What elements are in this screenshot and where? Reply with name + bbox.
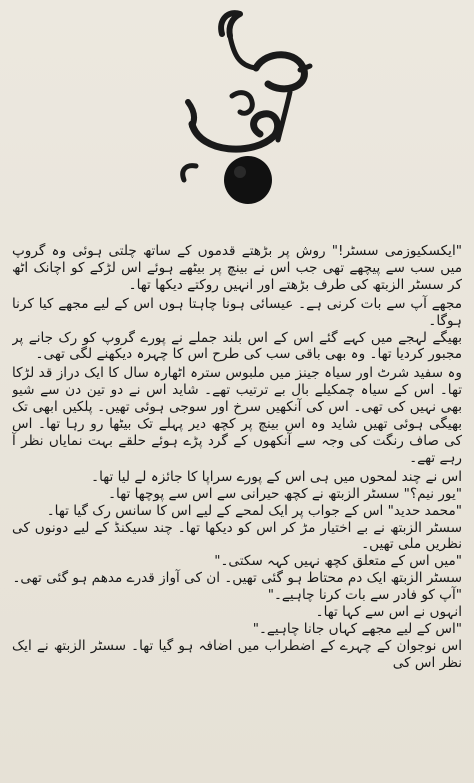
- paragraph: اس نوجوان کے چہرے کے اضطراب میں اضافہ ہو گیا تھا۔ سسٹر الزبتھ نے ایک نظر اس کی: [12, 637, 462, 671]
- paragraph: انہوں نے اس سے کہا تھا۔: [315, 604, 462, 621]
- paragraph: اس نے چند لمحوں میں ہی اس کے پورے سراپا کا جائزہ لے لیا تھا۔: [91, 468, 462, 485]
- paragraph: "محمد حدید" اس کے جواب پر ایک لمحے کے لیے اس کا سانس رک گیا تھا۔: [46, 502, 462, 519]
- calligraphic-title-art: [170, 4, 320, 209]
- paragraph: سسٹر الزبتھ ایک دم محتاط ہو گئی تھیں۔ ان کی آواز قدرے مدھم ہو گئی تھی۔: [12, 570, 462, 587]
- article-body: [12, 243, 462, 779]
- paragraph: "آپ کو فادر سے بات کرنا چاہیے۔": [267, 587, 462, 604]
- paragraph: "اس کے لیے مجھے کہاں جانا چاہیے۔": [252, 620, 462, 637]
- paragraph: "یور نیم؟" سسٹر الزبتھ نے کچھ حیرانی سے اس سے پوچھا تھا۔: [108, 485, 462, 502]
- paragraph: بھیگے لہجے میں کہے گئے اس کے اس بلند جملے نے پورے گروپ کو رک جانے پر مجبور کردیا تھا۔ وہ بھی باقی سب کی طرح اس کا چہرہ دیکھنے لگی تھی۔: [12, 329, 462, 363]
- paragraph: وہ سفید شرٹ اور سیاہ جینز میں ملبوس سترہ اٹھارہ سال کا ایک دراز قد لڑکا تھا۔ اس کے سیاہ چمکیلے بال بے ترتیب تھے۔ شاید اس نے دو تین دن سے شیو بھی نہیں کی تھی۔ اس کی آنکھیں سرخ اور سوجی ہوئی تھیں۔ پلکیں ابھی تک بھیگی ہوئی تھیں شاید وہ اس بینچ پر کچھ دیر پہلے تک بیٹھا رو رہا تھا۔ اس کی صاف رنگت کی وجہ سے آنکھوں کے گرد پڑے ہوئے حلقے بہت نمایاں نظر آ رہے تھے۔: [12, 365, 462, 466]
- paragraph: مجھے آپ سے بات کرنی ہے۔ عیسائی ہونا چاہتا ہوں اس کے لیے مجھے کیا کرنا ہوگا۔: [12, 295, 462, 329]
- paragraph: سسٹر الزبتھ نے بے اختیار مڑ کر اس کو دیکھا تھا۔ چند سیکنڈ کے لیے دونوں کی نظریں ملی تھیں۔: [12, 519, 462, 553]
- paragraph: "میں اس کے متعلق کچھ نہیں کہہ سکتی۔": [214, 553, 462, 570]
- paragraph: "ایکسکیوزمی سسٹر!" روش پر بڑھتے قدموں کے ساتھ چلتی ہوئی وہ گروپ میں سب سے پیچھے تھی جب اس نے بینچ پر بیٹھے ہوئے اس لڑکے کو اچانک اٹھ کر سسٹر الزبتھ کی طرف بڑھتے اور انہیں روکتے دیکھا تھا۔: [12, 243, 462, 293]
